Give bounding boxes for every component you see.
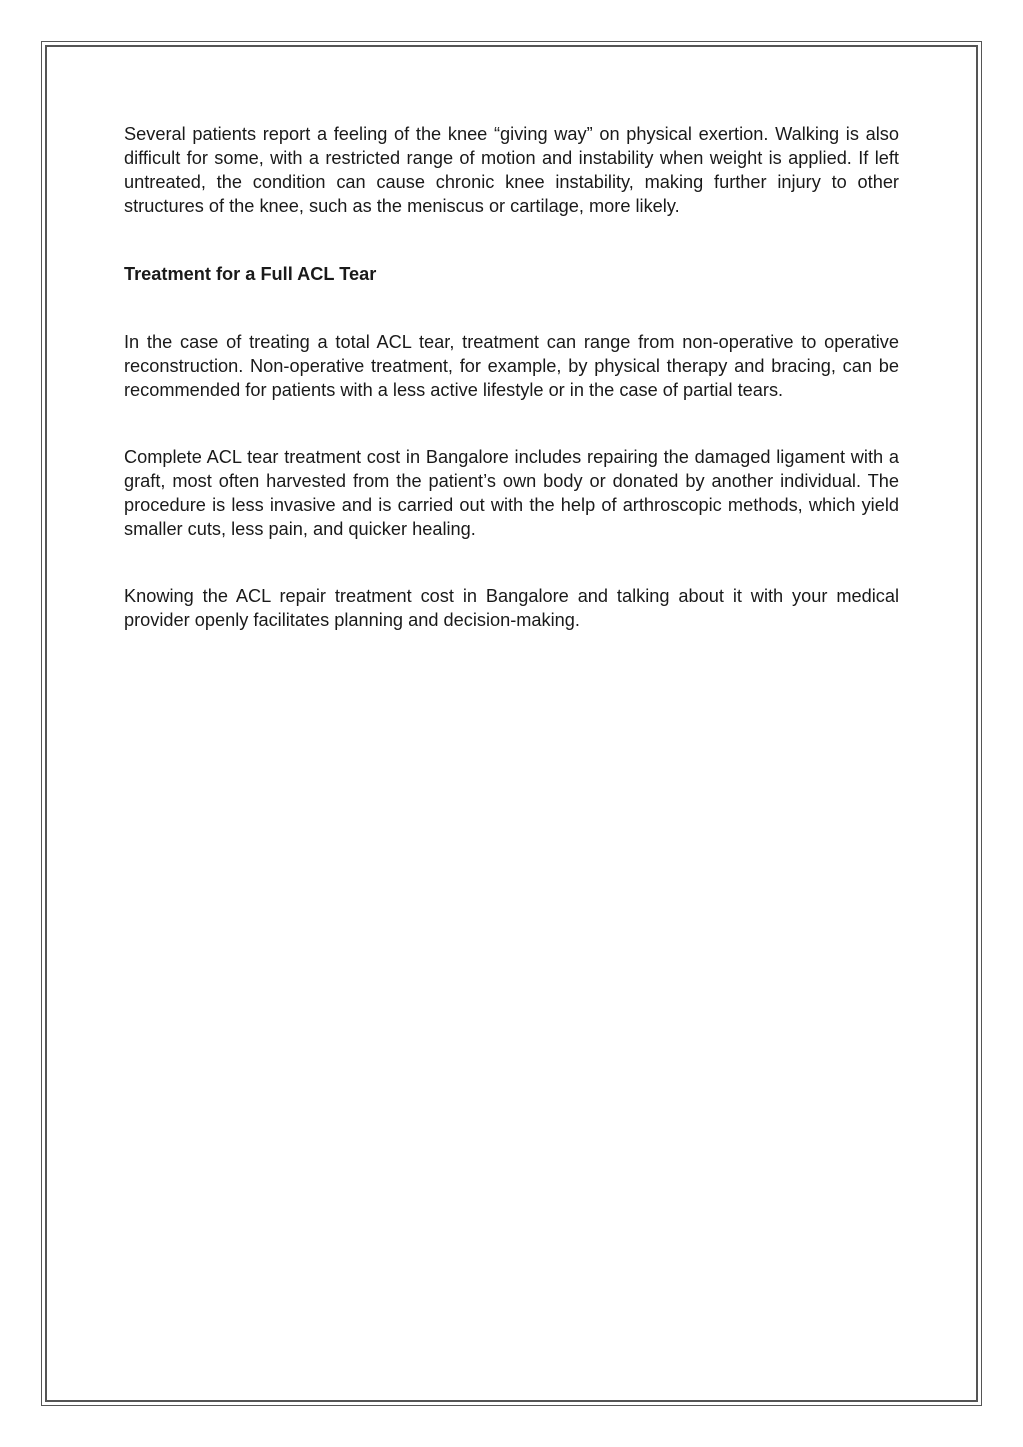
document-body [124,122,899,632]
paragraph-treatment-cost: Complete ACL tear treatment cost in Bangalore includes repairing the damaged ligament with a graft, most often harvested from the patient’s own body or donated by another individual. The procedure is less invasive and is carried out with the help of arthroscopic methods, which yield smaller cuts, less pain, and quicker healing. [124,447,899,539]
section-heading-treatment: Treatment for a Full ACL Tear [124,264,377,284]
paragraph-treatment-options: In the case of treating a total ACL tear, treatment can range from non-operative to operative reconstruction. Non-operative treatment, for example, by physical therapy and bracing, can be recommended for patients with a less active lifestyle or in the case of partial tears. [124,332,899,400]
paragraph-planning: Knowing the ACL repair treatment cost in Bangalore and talking about it with your medical provider openly facilitates planning and decision-making. [124,586,899,630]
paragraph-symptoms: Several patients report a feeling of the knee “giving way” on physical exertion. Walking is also difficult for some, with a restricted range of motion and instability when weight is applied. If left untreated, the condition can cause chronic knee instability, making further injury to other structures of the knee, such as the meniscus or cartilage, more likely. [124,124,899,216]
